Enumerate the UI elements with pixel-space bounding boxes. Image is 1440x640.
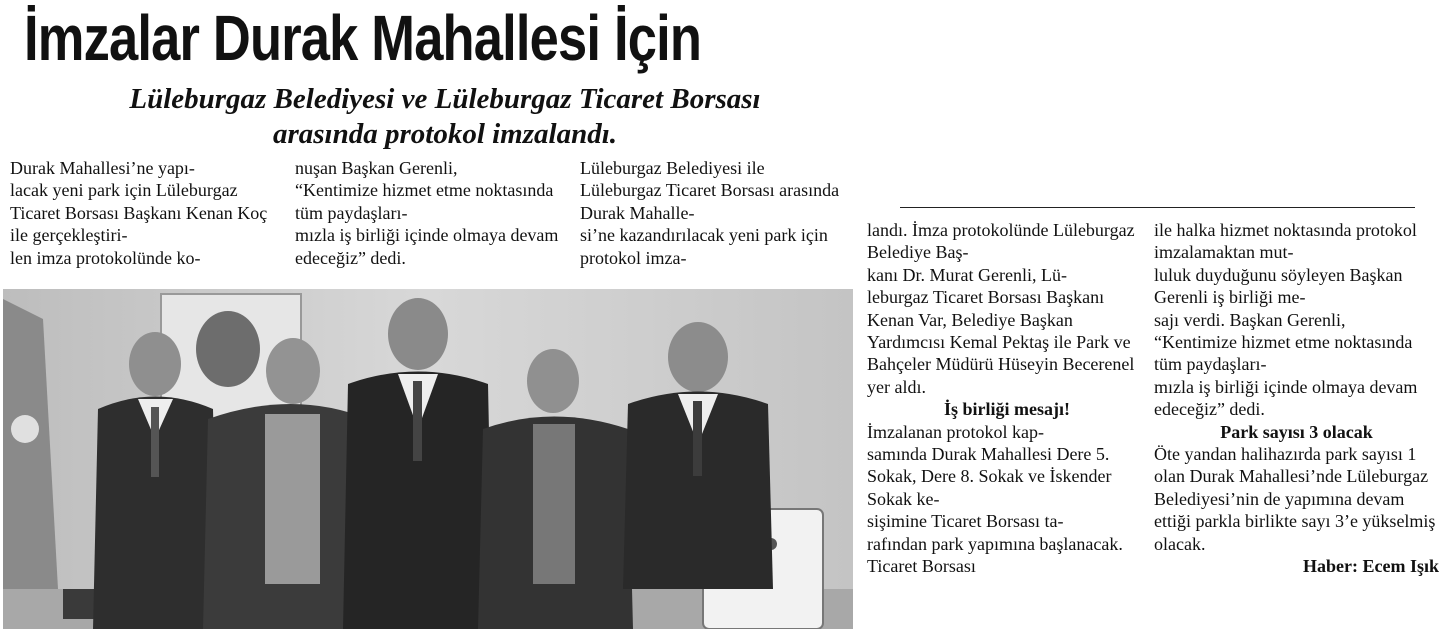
wall-portrait-face (196, 311, 260, 387)
text-column-1: Durak Mahallesi’ne yapı- lacak yeni park için Lüleburgaz Ticaret Borsası Başkanı Kenan Koç ile gerçekleştiri- len imza protokolünde ko- (10, 158, 268, 268)
column-5-paragraph-1: ile halka hizmet noktasında protokol imzalamaktan mut- luluk duyduğunu söyleyen Başkan Gerenli iş birliği me- sajı verdi. Başkan Gerenli, “Kentimize hizmet etme noktasında tüm paydaşları- mızla iş birliği içinde olmaya devam edeceğiz” dedi. (1154, 220, 1418, 420)
column-5-paragraph-2: Öte yandan halihazırda park sayısı 1 olan Durak Mahallesi’nde Lüleburgaz Belediyesi’nin de yapımına devam ettiği parkla birlikte sayı 3’e yükselmiş olacak. (1154, 444, 1436, 554)
subheading-park-sayisi: Park sayısı 3 olacak (1220, 421, 1373, 442)
subheadline-line-1: Lüleburgaz Belediyesi ve Lüleburgaz Ticaret Borsası (129, 83, 761, 115)
headline: İmzalar Durak Mahallesi İçin (24, 2, 702, 74)
subheadline (20, 82, 870, 152)
text-column-2: nuşan Başkan Gerenli, “Kentimize hizmet etme noktasında tüm paydaşları- mızla iş birliği içinde olmaya devam edeceğiz” dedi. (295, 158, 559, 268)
text-column-5 (1154, 219, 1439, 578)
flag-crescent (11, 415, 39, 443)
text-column-4 (867, 219, 1147, 578)
column-4-paragraph-1: landı. İmza protokolünde Lüleburgaz Belediye Baş- kanı Dr. Murat Gerenli, Lü- leburgaz Ticaret Borsası Başkanı Kenan Var, Belediye Başkan Yardımcısı Kemal Pektaş ile Park ve Bahçeler Müdürü Hüseyin Becerenel yer aldı. (867, 220, 1135, 397)
subheading-is-birligi: İş birliği mesajı! (944, 399, 1070, 420)
news-photo-illustration (3, 289, 853, 629)
text-column-3: Lüleburgaz Belediyesi ile Lüleburgaz Ticaret Borsası arasında Durak Mahalle- si’ne kazandırılacak yeni park için protokol imza- (580, 158, 840, 268)
column-4-paragraph-2: İmzalanan protokol kap- samında Durak Mahallesi Dere 5. Sokak, Dere 8. Sokak ve İskender Sokak ke- sişimine Ticaret Borsası ta- rafından park yapımına başlanacak. Ticaret Borsası (867, 421, 1123, 577)
news-photo (3, 289, 853, 629)
byline: Haber: Ecem Işık (1303, 556, 1439, 577)
subheadline-line-2: arasında protokol imzalandı. (272, 118, 618, 150)
column-divider-rule (900, 207, 1415, 208)
